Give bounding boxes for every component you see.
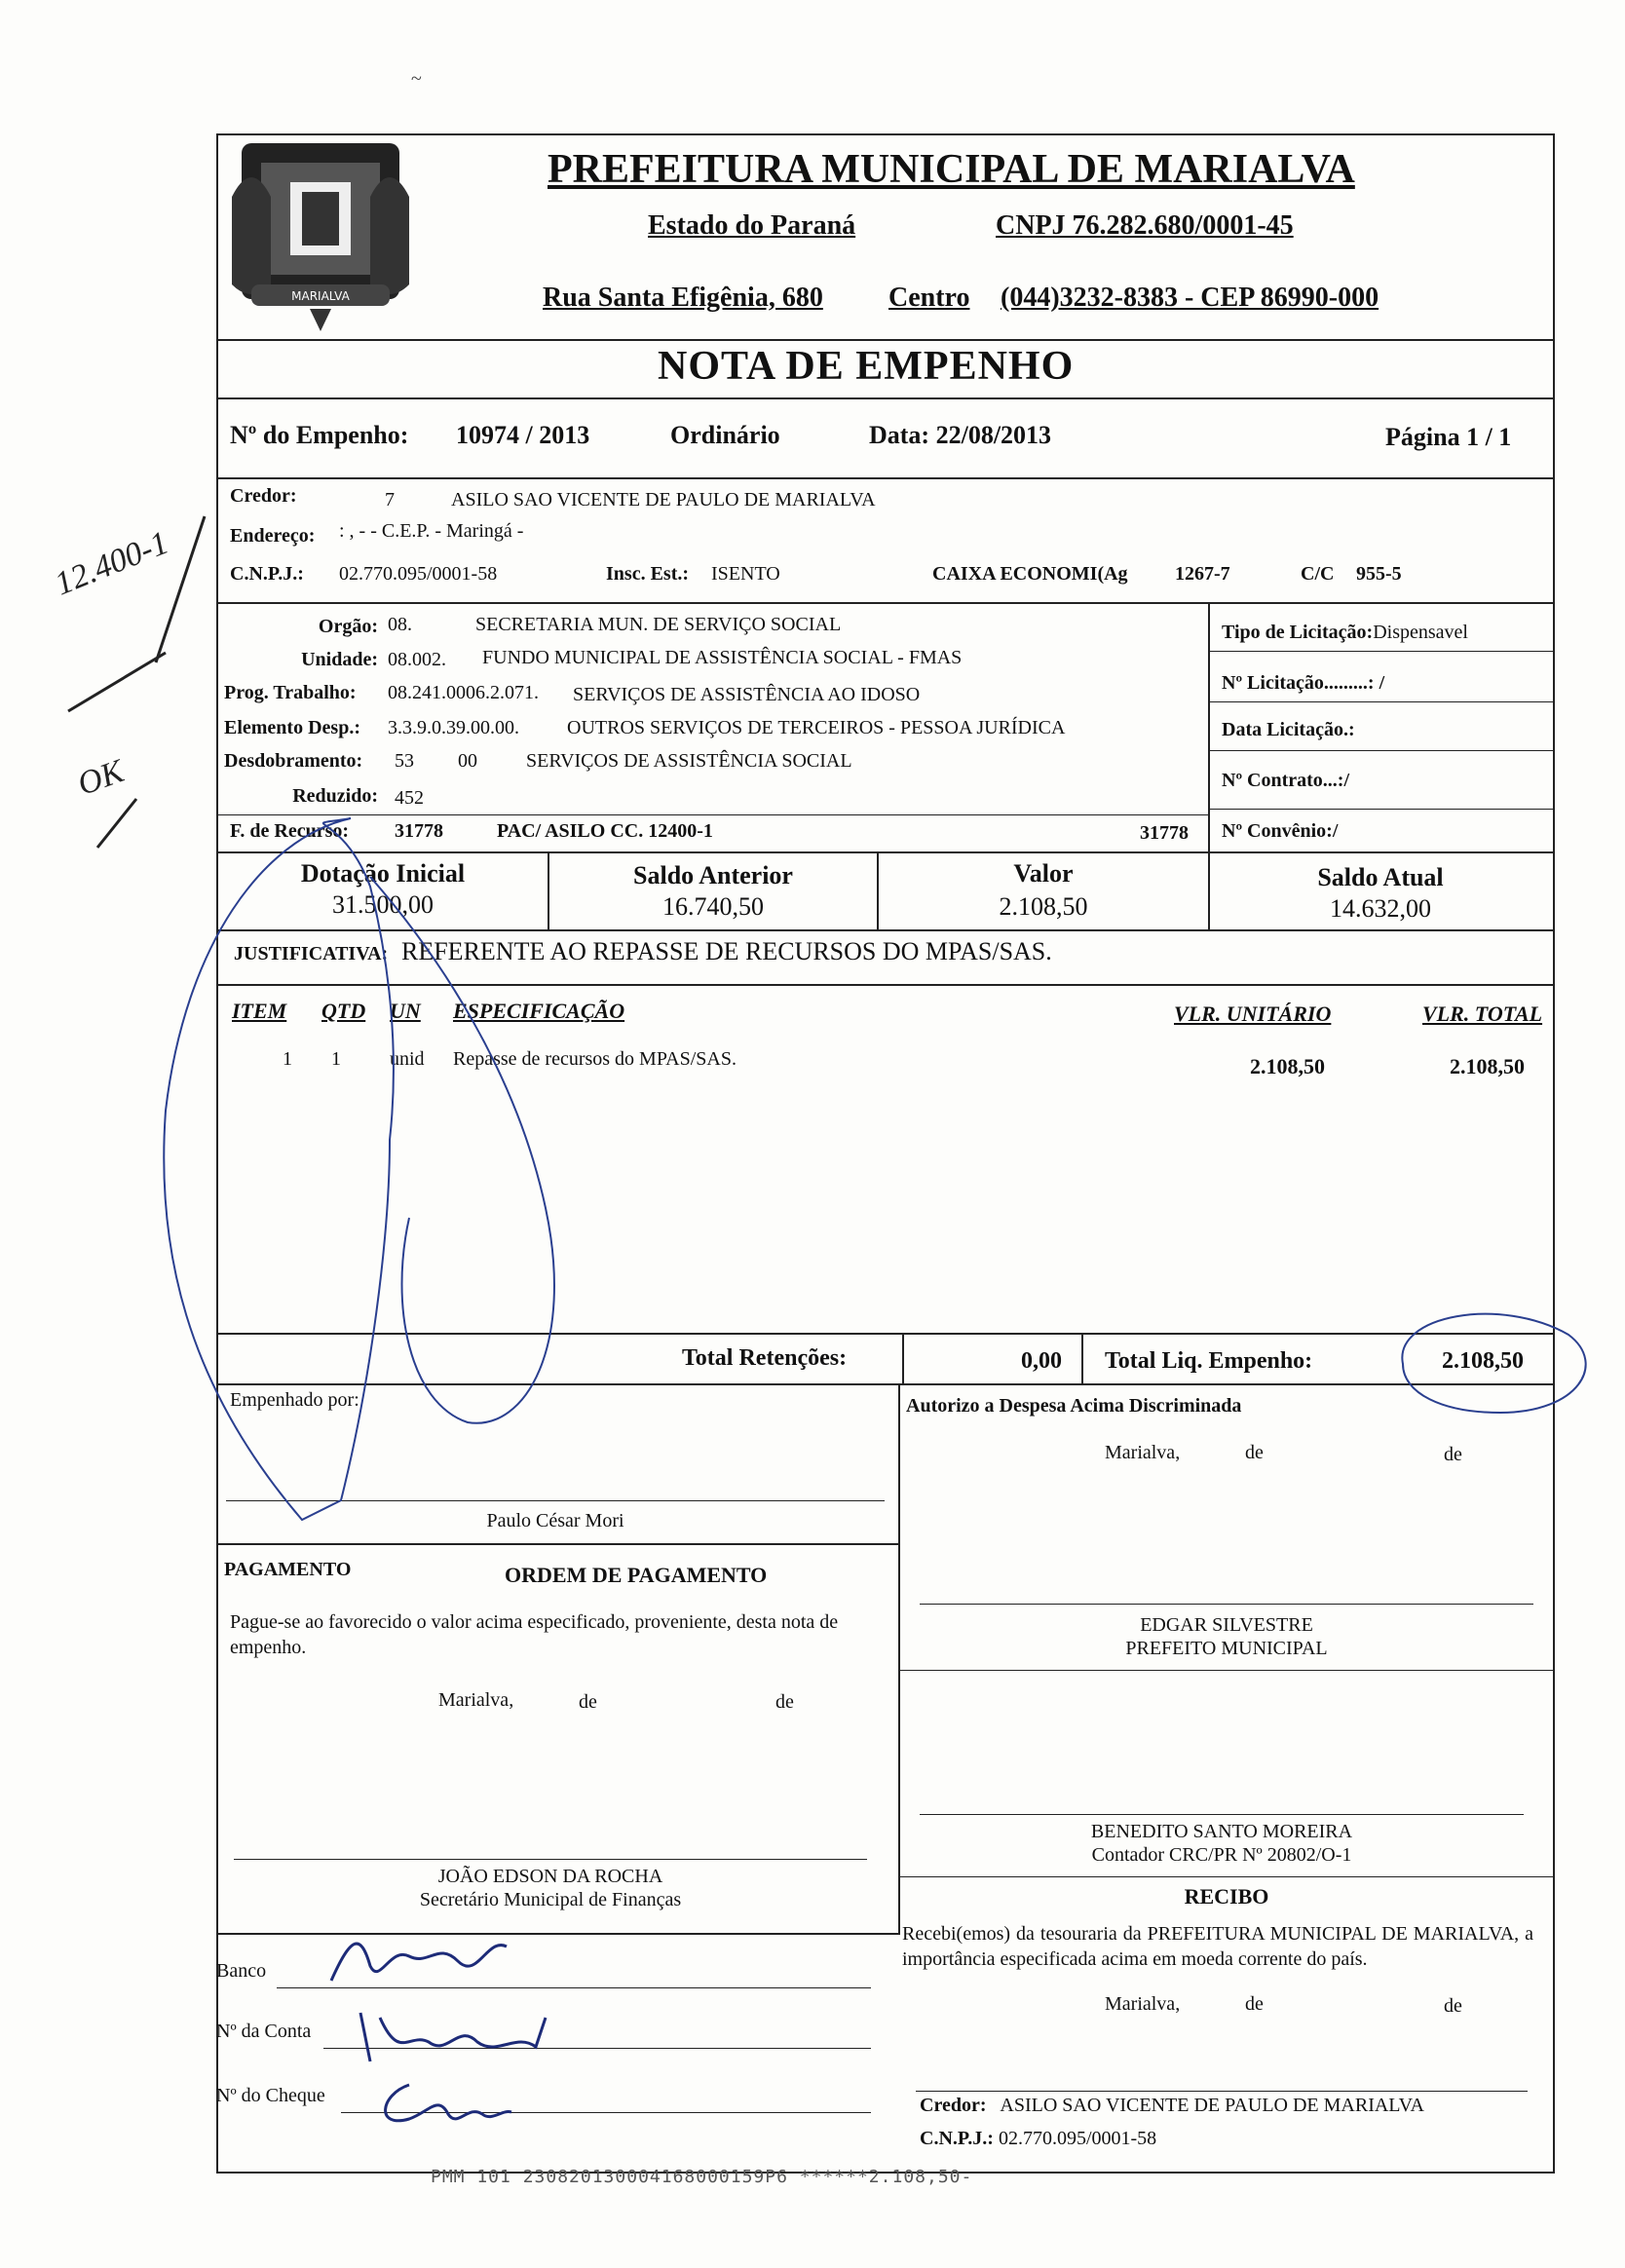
contador-block: [920, 1820, 1524, 1867]
justificativa-text: REFERENTE AO REPASSE DE RECURSOS DO MPAS/SAS.: [401, 937, 1052, 965]
retencoes-value: 0,00: [1021, 1348, 1062, 1374]
empenho-number: 10974 / 2013: [456, 421, 590, 449]
credor-name: ASILO SAO VICENTE DE PAULO DE MARIALVA: [451, 489, 876, 510]
prefeito-nome: EDGAR SILVESTRE: [1140, 1614, 1313, 1636]
desd-sub: 00: [458, 750, 477, 772]
recibo-label: RECIBO: [1184, 1884, 1269, 1909]
insc-label: Insc. Est.:: [606, 563, 690, 585]
pague-de2: de: [775, 1691, 794, 1713]
empenho-date: Data: 22/08/2013: [869, 421, 1052, 449]
fonte-code2: 31778: [1140, 822, 1189, 844]
licitacao-num: Nº Licitação.........: /: [1222, 672, 1385, 694]
desd-label: Desdobramento:: [224, 750, 363, 772]
bank-cc: 955-5: [1356, 563, 1402, 585]
endereco-value: : , - - C.E.P. - Maringá -: [339, 520, 524, 542]
endereco-label: Endereço:: [230, 525, 316, 547]
row-qtd: 1: [331, 1048, 341, 1070]
margin-note-1: 12.400-1: [50, 524, 174, 603]
bank-agencia: 1267-7: [1175, 563, 1230, 585]
prefeito-block: [920, 1613, 1533, 1660]
desd-code: 53: [395, 750, 414, 772]
row-total: 2.108,50: [1450, 1054, 1525, 1078]
blue-pen-loop: [146, 799, 653, 1539]
recibo-cnpj: C.N.P.J.: 02.770.095/0001-58: [920, 2128, 1157, 2149]
cheque-label: Nº do Cheque: [216, 2085, 325, 2106]
saldo-atual-value: 14.632,00: [1330, 894, 1431, 923]
orgao-name: SECRETARIA MUN. DE SERVIÇO SOCIAL: [475, 614, 842, 635]
row-spec: Repasse de recursos do MPAS/SAS.: [453, 1048, 737, 1070]
dotacao-label: Dotação Inicial: [300, 859, 466, 888]
empenho-page: Página 1 / 1: [1385, 423, 1512, 451]
pagamento-label: PAGAMENTO: [224, 1559, 352, 1580]
contador-nome: BENEDITO SANTO MOREIRA: [1090, 1821, 1353, 1842]
col-qtd: QTD: [321, 999, 366, 1023]
licitacao-convenio: Nº Convênio:/: [1222, 820, 1339, 842]
empenho-type: Ordinário: [670, 421, 780, 449]
fonte-name: PAC/ ASILO CC. 12400-1: [497, 820, 713, 842]
saldo-atual-label: Saldo Atual: [1317, 863, 1444, 891]
signature-cheque: [370, 2075, 516, 2134]
unidade-name: FUNDO MUNICIPAL DE ASSISTÊNCIA SOCIAL - FMAS: [482, 647, 963, 668]
autorizo-de1: de: [1245, 1442, 1264, 1463]
doc-title: NOTA DE EMPENHO: [658, 344, 1075, 389]
col-un: UN: [390, 999, 421, 1023]
signature-conta: [351, 2003, 565, 2071]
insc-value: ISENTO: [711, 563, 780, 585]
ordem-label: ORDEM DE PAGAMENTO: [505, 1563, 768, 1587]
secretario-cargo: Secretário Municipal de Finanças: [419, 1889, 682, 1910]
justificativa-label: JUSTIFICATIVA:: [234, 943, 389, 964]
svg-text:MARIALVA: MARIALVA: [291, 289, 350, 303]
desd-name: SERVIÇOS DE ASSISTÊNCIA SOCIAL: [526, 750, 852, 772]
orgao-code: 08.: [388, 614, 412, 635]
valor-label: Valor: [1013, 859, 1074, 888]
recibo-de1: de: [1245, 1993, 1264, 2015]
header-state: Estado do Paraná: [648, 210, 856, 241]
elem-name: OUTROS SERVIÇOS DE TERCEIROS - PESSOA JURÍDICA: [567, 717, 1066, 738]
cnpj-label: C.N.P.J.:: [230, 563, 304, 585]
liq-value: 2.108,50: [1442, 1348, 1524, 1374]
col-total: VLR. TOTAL: [1422, 1002, 1543, 1026]
orgao-label: Orgão:: [318, 616, 378, 637]
bank-name: CAIXA ECONOMI(Ag: [932, 563, 1128, 585]
recibo-credor: Credor: ASILO SAO VICENTE DE PAULO DE MARIALVA: [920, 2095, 1424, 2116]
row-unit: 2.108,50: [1250, 1054, 1325, 1078]
autorizo-local: Marialva,: [1105, 1442, 1181, 1463]
contador-cargo: Contador CRC/PR Nº 20802/O-1: [1091, 1844, 1352, 1866]
fonte-label: F. de Recurso:: [230, 820, 350, 842]
fonte-code: 31778: [395, 820, 443, 842]
secretario-block: [234, 1865, 867, 1911]
header-address: Rua Santa Efigênia, 680: [543, 283, 823, 313]
licitacao-tipo-label: Tipo de Licitação:Dispensavel: [1222, 622, 1468, 643]
dotacao-value: 31.500,00: [332, 890, 434, 919]
elem-code: 3.3.9.0.39.00.00.: [388, 717, 519, 738]
autorizo-label: Autorizo a Despesa Acima Discriminada: [906, 1395, 1242, 1417]
pague-local: Marialva,: [438, 1689, 514, 1711]
prefeito-cargo: PREFEITO MUNICIPAL: [1125, 1638, 1328, 1659]
saldo-anterior-value: 16.740,50: [662, 892, 764, 921]
blue-pen-circle: [1383, 1296, 1598, 1432]
elem-label: Elemento Desp.:: [224, 717, 360, 738]
empenhado-label: Empenhado por:: [230, 1389, 359, 1411]
unidade-code: 08.002.: [388, 649, 446, 670]
licitacao-data: Data Licitação.:: [1222, 719, 1355, 740]
signature-banco: [321, 1927, 516, 1995]
unidade-label: Unidade:: [301, 649, 378, 670]
prog-label: Prog. Trabalho:: [224, 682, 357, 703]
secretario-nome: JOÃO EDSON DA ROCHA: [437, 1866, 663, 1887]
row-item: 1: [283, 1048, 292, 1070]
col-item: ITEM: [232, 999, 287, 1023]
conta-label: Nº da Conta: [216, 2021, 312, 2042]
footer-code: PMM 101 230820130004168000159P6 ******2.108,50-: [431, 2167, 973, 2187]
empenho-label: Nº do Empenho:: [230, 421, 409, 449]
licitacao-contrato: Nº Contrato...:/: [1222, 770, 1350, 791]
col-unit: VLR. UNITÁRIO: [1174, 1002, 1332, 1026]
cnpj-value: 02.770.095/0001-58: [339, 563, 498, 585]
credor-code: 7: [385, 489, 395, 510]
margin-note-2: OK: [72, 753, 129, 803]
liq-label: Total Liq. Empenho:: [1105, 1348, 1313, 1374]
retencoes-label: Total Retenções:: [682, 1345, 848, 1371]
reduzido-label: Reduzido:: [292, 785, 378, 807]
banco-label: Banco: [216, 1960, 267, 1982]
pague-text: Pague-se ao favorecido o valor acima especificado, proveniente, desta nota de empenho.: [230, 1611, 839, 1658]
valor-value: 2.108,50: [999, 892, 1088, 921]
empenhado-nome: Paulo César Mori: [486, 1510, 624, 1531]
pague-de1: de: [579, 1691, 597, 1713]
prog-code: 08.241.0006.2.071.: [388, 682, 539, 703]
recibo-local: Marialva,: [1105, 1993, 1181, 2015]
credor-label: Credor:: [230, 485, 297, 507]
header-title: PREFEITURA MUNICIPAL DE MARIALVA: [548, 147, 1355, 192]
recibo-de2: de: [1444, 1995, 1462, 2017]
col-spec: ESPECIFICAÇÃO: [453, 999, 625, 1023]
autorizo-de2: de: [1444, 1444, 1462, 1465]
header-district: Centro: [888, 283, 970, 313]
bank-cc-label: C/C: [1301, 563, 1335, 585]
reduzido-value: 452: [395, 787, 424, 809]
header-phone-cep: (044)3232-8383 - CEP 86990-000: [1001, 283, 1379, 313]
prog-name: SERVIÇOS DE ASSISTÊNCIA AO IDOSO: [573, 684, 921, 705]
scan-mark: ~: [411, 68, 422, 90]
recibo-text: Recebi(emos) da tesouraria da PREFEITURA MUNICIPAL DE MARIALVA, a importância especificada acima em moeda corrente do país.: [902, 1923, 1533, 1970]
row-un: unid: [390, 1048, 425, 1070]
saldo-anterior-label: Saldo Anterior: [633, 861, 793, 889]
header-cnpj: CNPJ 76.282.680/0001-45: [996, 210, 1294, 241]
